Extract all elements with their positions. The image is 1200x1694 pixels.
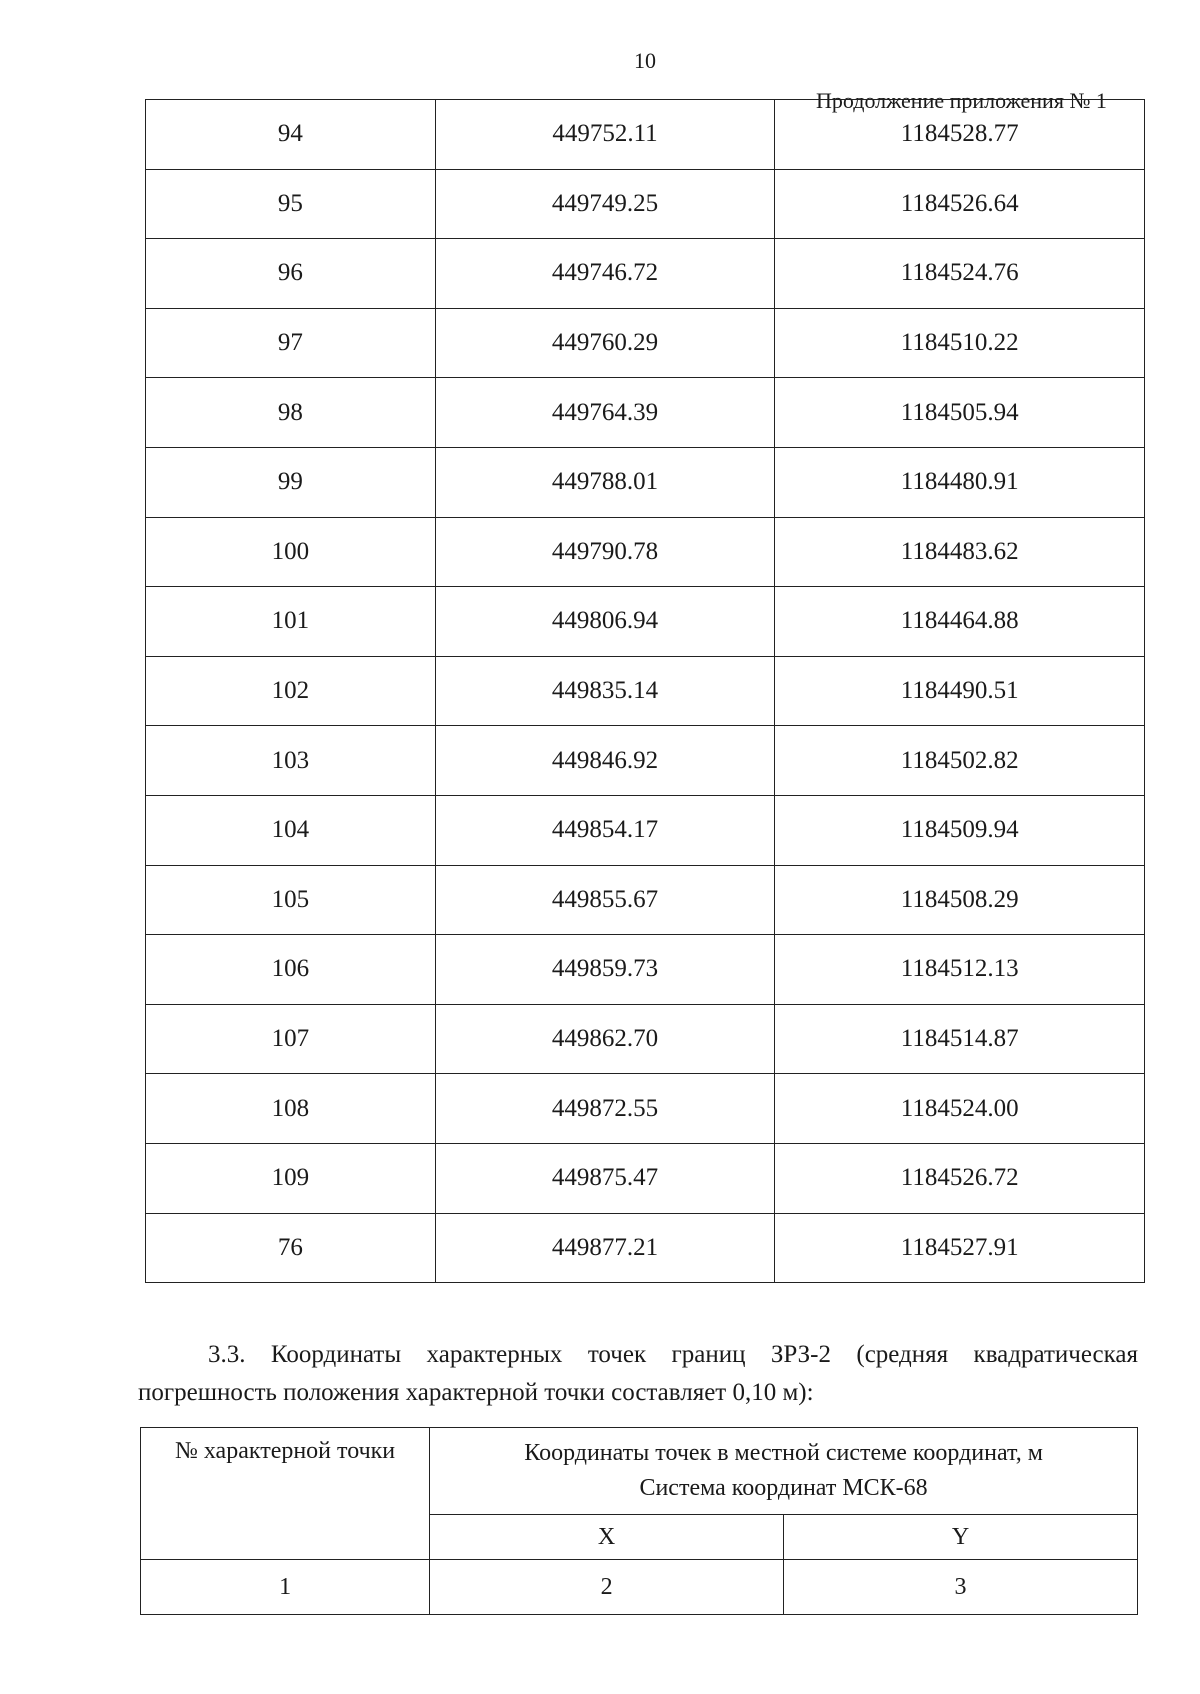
table-row [146,1074,1145,1144]
point-number-cell: 100 [146,517,436,587]
x-header: X [430,1515,784,1560]
x-coordinate-cell: 449855.67 [435,865,775,935]
table-row [146,169,1145,239]
coordinates-header-line2: Система координат МСК-68 [639,1475,928,1501]
table-row [146,1004,1145,1074]
y-coordinate-cell: 1184490.51 [775,656,1145,726]
table-row [146,447,1145,517]
table-row [146,239,1145,309]
y-coordinate-cell: 1184524.00 [775,1074,1145,1144]
coordinates-system-header [430,1428,1138,1515]
point-number-cell: 101 [146,587,436,657]
table-row [146,795,1145,865]
x-coordinate-cell: 449752.11 [435,100,775,170]
column-number-row [141,1560,1138,1615]
table-row [146,378,1145,448]
y-coordinate-cell: 1184508.29 [775,865,1145,935]
y-coordinate-cell: 1184527.91 [775,1213,1145,1283]
table-row [146,100,1145,170]
y-coordinate-cell: 1184502.82 [775,726,1145,796]
column-number-3: 3 [784,1560,1138,1615]
x-coordinate-cell: 449877.21 [435,1213,775,1283]
x-coordinate-cell: 449872.55 [435,1074,775,1144]
x-coordinate-cell: 449790.78 [435,517,775,587]
point-number-cell: 108 [146,1074,436,1144]
point-number-cell: 103 [146,726,436,796]
table-row [146,587,1145,657]
point-number-cell: 104 [146,795,436,865]
x-coordinate-cell: 449760.29 [435,308,775,378]
y-coordinate-cell: 1184480.91 [775,447,1145,517]
x-coordinate-cell: 449862.70 [435,1004,775,1074]
y-coordinate-cell: 1184512.13 [775,935,1145,1005]
section-paragraph: 3.3. Координаты характерных точек границ ЗРЗ-2 (средняя квадратическая погрешность положения характерной точки составляет 0,10 м): [138,1341,1138,1406]
table-row [146,656,1145,726]
y-coordinate-cell: 1184528.77 [775,100,1145,170]
point-number-cell: 94 [146,100,436,170]
y-coordinate-cell: 1184514.87 [775,1004,1145,1074]
x-coordinate-cell: 449854.17 [435,795,775,865]
point-number-cell: 76 [146,1213,436,1283]
zrz2-coordinates-header-table [140,1427,1138,1615]
point-number-cell: 107 [146,1004,436,1074]
column-number-2: 2 [430,1560,784,1615]
point-number-cell: 99 [146,447,436,517]
point-number-cell: 96 [146,239,436,309]
y-coordinate-cell: 1184510.22 [775,308,1145,378]
point-number-header: № характерной точки [141,1428,430,1560]
x-coordinate-cell: 449835.14 [435,656,775,726]
point-number-cell: 105 [146,865,436,935]
x-coordinate-cell: 449788.01 [435,447,775,517]
y-coordinate-cell: 1184509.94 [775,795,1145,865]
table-row [146,726,1145,796]
continuation-label: Продолжение приложения № 1 [816,88,1107,113]
y-coordinate-cell: 1184524.76 [775,239,1145,309]
y-coordinate-cell: 1184464.88 [775,587,1145,657]
point-number-cell: 106 [146,935,436,1005]
point-number-cell: 97 [146,308,436,378]
header-row [141,1428,1138,1515]
point-number-cell: 109 [146,1143,436,1213]
point-number-cell: 102 [146,656,436,726]
table-row [146,935,1145,1005]
x-coordinate-cell: 449746.72 [435,239,775,309]
point-number-cell: 98 [146,378,436,448]
table-row [146,308,1145,378]
x-coordinate-cell: 449806.94 [435,587,775,657]
y-coordinate-cell: 1184505.94 [775,378,1145,448]
table-row [146,865,1145,935]
x-coordinate-cell: 449764.39 [435,378,775,448]
coordinates-header-line1: Координаты точек в местной системе координат, м [524,1440,1043,1466]
coordinates-table [145,99,1145,1283]
x-coordinate-cell: 449749.25 [435,169,775,239]
x-coordinate-cell: 449875.47 [435,1143,775,1213]
y-header: Y [784,1515,1138,1560]
point-number-cell: 95 [146,169,436,239]
x-coordinate-cell: 449846.92 [435,726,775,796]
table-row [146,1213,1145,1283]
y-coordinate-cell: 1184526.72 [775,1143,1145,1213]
column-number-1: 1 [141,1560,430,1615]
y-coordinate-cell: 1184483.62 [775,517,1145,587]
table-row [146,517,1145,587]
coordinates-table-body [146,100,1145,1283]
table-row [146,1143,1145,1213]
y-coordinate-cell: 1184526.64 [775,169,1145,239]
page-number: 10 [634,48,656,73]
x-coordinate-cell: 449859.73 [435,935,775,1005]
